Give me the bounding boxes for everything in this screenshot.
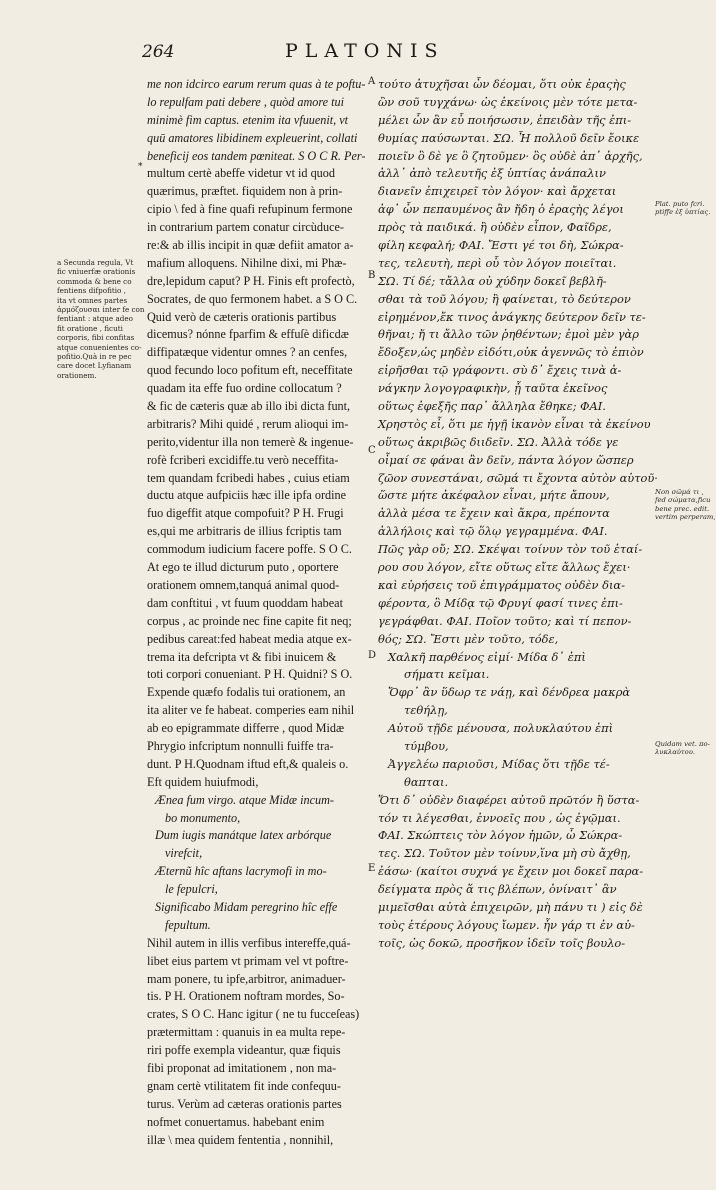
latin-text-line: me non idcirco earum rerum quas à te poftu- [147, 77, 366, 91]
right-note-plat [655, 200, 710, 217]
greek-poem-line: Ἀγγελέω παριοῦσι, Μίδας ὅτι τῇδε τέ- [388, 756, 610, 771]
latin-text-line: in contrarium partem conatur circùduce- [147, 220, 344, 235]
latin-text-line: Nihil autem in illis verfibus intereffe,quá- [147, 935, 351, 950]
latin-text-line: At ego te illud dicturum puto , oportere [147, 560, 339, 575]
right-note-non-soma [655, 488, 716, 522]
latin-text-line: minimè fim captus. etenim ita vfuuenit, vt [147, 112, 349, 127]
latin-text-line: es,qui me arbitraris de illius fcriptis tam [147, 524, 342, 539]
margin-note-line: corporis, fibi confitas [57, 333, 135, 343]
latin-text-line: fibi proponat ad imitationem , non ma- [147, 1060, 337, 1075]
latin-text-line: Quid verò de cæteris orationis partibus [147, 309, 337, 324]
greek-text-line: οὕτως ἀκριβῶς διιδεῖν. ΣΩ. Ἀλλὰ τόδε γε [378, 434, 619, 449]
latin-text-line: lo repulfam pati debere , quòd amore tui [147, 94, 345, 109]
latin-text-line: orationem omnem,tanquá animal quod- [147, 577, 340, 592]
greek-text-line: ἀλλὰ μέσα τε ἔχειν καὶ ἄκρα, πρέποντα [378, 506, 610, 521]
margin-note-line: pofitio.Quà in re pec [57, 352, 132, 362]
greek-text-line: εἰρῆσθαι τῷ γράφοντι. σὺ δ᾽ ἔχεις τινὰ ἀ- [378, 363, 622, 378]
latin-text-line: turus. Verùm ad cæteras orationis partes [147, 1096, 342, 1111]
greek-text-line: φέροντα, ὃ Μίδᾳ τῷ Φρυγί φασί τινες ἐπι- [378, 595, 623, 610]
latin-text-line: trema ita defcripta vt & fibi inuicem & [147, 649, 337, 664]
latin-poem-line: virefcit, [165, 846, 203, 861]
right-note-line: ptiffe ἐξ ὑπτίας. [655, 208, 711, 217]
latin-text-line: dicemus? nónne fparfim & effuſè dificdæ [147, 327, 349, 342]
latin-text-line: beneficij eos tandem pœniteat. S O C R. Per- [147, 148, 366, 163]
latin-column [147, 76, 366, 1149]
greek-text-line: οἶμαί σε φάναι ἂν δεῖν, πάντα λόγον ὥσπερ [378, 452, 634, 467]
latin-text-line: pedibus careat:fed habeat media atque ex- [147, 631, 352, 646]
greek-text-line: εἰρημένον,ἔκ τινος ἀνάγκης δεύτερον δεῖν τε- [378, 309, 646, 324]
latin-text-line: gnam certè vtilitatem fit inde confequu- [147, 1078, 341, 1093]
latin-text-line: illæ \ mea quidem fententia , nonnihil, [147, 1132, 334, 1147]
margin-note-line: ita vt omnes partes [57, 295, 128, 305]
greek-text-line: τόν τι λέγεσθαι, ἐννοεῖς που , ὡς ἐγῷμαι. [378, 810, 621, 825]
greek-text-line: ὥστε μήτε ἀκέφαλον εἶναι, μήτε ἄπουν, [378, 488, 610, 503]
latin-text-line: toti corpori conueniant. P H. Quidni? S O. [147, 667, 353, 682]
margin-note-line: fentiant : atque adeo [57, 314, 133, 324]
greek-text-line: τοὺς ἑτέρους λόγους ἴωμεν. ἦν γάρ τι ἐν αὐ- [378, 917, 635, 932]
running-title: PLATONIS [285, 40, 445, 62]
greek-text-line: μιμεῖσθαι αὐτὰ ἐπιχειρῶν, μὴ πάνυ τι ) εἰς δὲ [378, 899, 643, 914]
latin-text-line: quod fecundo loco pofitum eft, neceffitate [147, 363, 353, 378]
greek-text-line: ἔδοξεν,ὡς μηδὲν εἰδότι,οὐκ ἀγεννῶς τὸ ἐπιὸν [378, 345, 644, 360]
latin-text-line: quū amatores libidinem expleuerint, collati [147, 130, 358, 145]
latin-text-line: fuo digeffit atque compofuit? P H. Frugi [147, 506, 344, 521]
greek-poem-line: θαπται. [404, 774, 449, 789]
margin-note-line: fentiens difpofitio , [57, 286, 126, 296]
greek-text-line: ρου σου λόγον, εἴτε οὕτως εἴτε ἄλλως ἔχει· [378, 560, 631, 575]
latin-text-line: diffipatæque videntur omnes ? an cenfes, [147, 345, 348, 360]
column-letter-b: B [368, 270, 376, 281]
latin-text-line: tem quandam fcribedi habes , cuius etiam [147, 470, 350, 485]
column-letter-a: A [368, 76, 376, 87]
latin-poem-line: bo monumento, [165, 810, 241, 825]
page-number: 264 [142, 42, 175, 62]
greek-text-line: Πῶς γὰρ οὔ; ΣΩ. Σκέψαι τοίνυν τὸν τοῦ ἑταί- [378, 542, 643, 557]
latin-text-line: ab eo epigrammate differre , quod Midæ [147, 721, 345, 736]
margin-note-line: atque conuenientes co- [57, 342, 142, 352]
latin-text-line: mafium alloquens. Nihilne dixi, mi Phæ- [147, 255, 347, 270]
margin-note-line: orationem. [57, 370, 97, 380]
greek-poem-line: Αὐτοῦ τῇδε μένουσα, πολυκλαύτου ἐπὶ [388, 721, 614, 736]
greek-text-line: ἀλλήλοις καὶ τῷ ὅλῳ γεγραμμένα. ΦΑΙ. [378, 524, 608, 539]
greek-text-line: ἀλλ᾽ ἀπὸ τελευτῆς ἐξ ὑπτίας ἀνάπαλιν [378, 166, 606, 181]
margin-note-line: commoda & bene co [57, 276, 132, 286]
margin-star-mark: * [138, 162, 143, 172]
latin-text-line: perito,videntur illa non temerè & ingenue- [147, 434, 354, 449]
latin-text-line: ductu atque aufpiciis hæc ille ipfa ordine [147, 488, 346, 503]
right-note-line: bene prec. edit. [655, 504, 710, 513]
latin-text-line: corpus , ac proinde nec fine capite fit neq; [147, 613, 352, 628]
latin-text-line: cipio \ fed à fine quafi refupinum fermone [147, 202, 353, 217]
latin-text-line: rofè fcriberi excidiffe.tu verò neceffita- [147, 452, 339, 467]
latin-text-line: crates, S O C. Hanc igitur ( ne tu fucceſeas) [147, 1007, 360, 1022]
greek-text-line: οὕτως ἐφεξῆς παρ᾽ ἄλληλα ἔθηκε; ΦΑΙ. [378, 399, 606, 414]
margin-note-line: ἁρμόζουσαι inter fe con [57, 305, 145, 315]
greek-text-line: ἐάσω· (καίτοι συχνά γε ἔχειν μοι δοκεῖ παρα- [378, 864, 644, 879]
latin-text-line: riri poffe exempla videantur, quæ fiquis [147, 1043, 341, 1058]
greek-text-line: ὢν σοῦ τυγχάνω· ὡς ἐκείνοις μὲν τότε μετα- [378, 94, 638, 109]
greek-poem-line: τεθήλῃ, [404, 703, 448, 718]
greek-text-line: τούτο ἀτυχῆσαι ὧν δέομαι, ὅτι οὐκ ἐραςὴς [378, 77, 626, 91]
column-letter-c: C [368, 445, 376, 456]
greek-text-line: γεγράφθαι. ΦΑΙ. Ποῖον τοῦτο; καὶ τί πεπον- [378, 613, 632, 628]
latin-text-line: Phrygio infcriptum nonnulli fuiffe tra- [147, 738, 334, 753]
latin-text-line: quadam ita effe fuo ordine collocatum ? [147, 381, 342, 396]
greek-text-line: καὶ εὑρήσεις τοῦ ἐπιγράμματος οὐδὲν δια- [378, 577, 625, 592]
greek-poem-line: Ὄφρ᾽ ἂν ὕδωρ τε νάῃ, καὶ δένδρεα μακρὰ [388, 685, 631, 700]
greek-text-line: ζῶον συνεστάναι, σῶμά τι ἔχοντα αὐτὸν αὑτοῦ· [378, 470, 658, 485]
greek-text-line: πρὸς τὰ παιδικά. ἢ οὐδὲν εἶπον, Φαῖδρε, [378, 220, 612, 235]
greek-text-line: ΦΑΙ. Σκώπτεις τὸν λόγον ἡμῶν, ὦ Σώκρα- [378, 828, 623, 843]
latin-text-line: dam conftitui , vt fuum quoddam habeat [147, 595, 343, 610]
margin-note-line: fit oratione , ficuti [57, 323, 123, 333]
latin-text-line: Expende quæfo fodalis tui orationem, an [147, 685, 346, 700]
latin-poem-line: le fepulcri, [165, 882, 218, 897]
greek-text-line: θυμίας παύσωνται. ΣΩ. Ἦ πολλοῦ δεῖν ἔοικε [378, 130, 640, 145]
latin-text-line: tis. P H. Orationem noftram mordes, So- [147, 989, 345, 1004]
right-note-line: fed σώματα,ficu [655, 496, 711, 505]
right-note-line: Non σῶμά τι , [655, 488, 704, 496]
margin-note-line: care docet Lyfianam [57, 361, 132, 371]
right-note-line: Quidam vet. πο- [655, 740, 710, 748]
latin-poem-line: fepultum. [165, 917, 211, 932]
greek-poem-line: Χαλκῆ παρθένος εἰμί· Μίδα δ᾽ ἐπὶ [388, 649, 586, 664]
greek-text-line: τοῖς, ὡς δοκῶ, προσῆκον ἰδεῖν τοῖς βουλο- [378, 935, 626, 950]
greek-poem-line: τύμβου, [404, 738, 449, 753]
greek-text-line: Ὅτι δ᾽ οὐδὲν διαφέρει αὐτοῦ πρῶτόν ἢ ὕστα- [378, 792, 640, 807]
latin-text-line: re:& ab illis incipit in quæ defiit amator a- [147, 238, 354, 253]
latin-text-line: libet eius partem vt primam vel vt poftre- [147, 953, 349, 968]
right-note-quidam [655, 740, 710, 757]
latin-text-line: commodum iudicium facere poffe. S O C. [147, 542, 352, 557]
greek-text-line: νάγκην λογογραφικὴν, ᾗ ταῦτα ἐκεῖνος [378, 381, 608, 396]
latin-text-line: arbitraris? Mihi quidé , rerum alioqui im- [147, 416, 349, 431]
latin-text-line: mam ponere, tu ipfe,arbitror, animaduer- [147, 971, 346, 986]
latin-text-line: dre,lepidum caput? P H. Finis eft profectò, [147, 273, 355, 288]
greek-text-line: μέλει ὧν ἂν εὖ ποιήσωσιν, ἐπειδὰν τῆς ἐπι- [378, 112, 632, 127]
greek-column [378, 76, 658, 953]
latin-text-line: Eft quidem huiufmodi, [147, 774, 259, 789]
latin-poem-line: Significabo Midam peregrino hîc effe [155, 899, 338, 914]
greek-text-line: τες. ΣΩ. Τοῦτον μὲν τοίνυν,ἵνα μὴ σὺ ἄχθῃ, [378, 846, 631, 861]
column-letter-d: D [368, 650, 377, 661]
greek-text-line: θῆναι; ἤ τι ἄλλο τῶν ῥηθέντων; ἐμοὶ μὲν γὰρ [378, 327, 639, 342]
greek-text-line: θός; ΣΩ. Ἔστι μὲν τοῦτο, τόδε, [378, 631, 559, 646]
right-note-line: Plat. puto fcri. [655, 200, 705, 208]
right-note-line: λυκλαύτου. [655, 748, 696, 757]
latin-text-line: multum certè abeffe videtur vt id quod [147, 166, 335, 181]
latin-text-line: Socrates, de quo fermonem habet. a S O C. [147, 291, 358, 306]
greek-poem-line: σήματι κεῖμαι. [404, 667, 490, 682]
latin-poem-line: Æternũ hîc aftans lacrymofi in mo- [155, 864, 327, 879]
left-margin-note [57, 258, 147, 380]
greek-text-line: φίλη κεφαλή; ΦΑΙ. Ἔστι γέ τοι δὴ, Σώκρα- [378, 238, 624, 253]
latin-text-line: prætermittam : quanuis in ea multa repe- [147, 1025, 346, 1040]
column-letter-e: E [368, 863, 376, 874]
latin-poem-line: Ænea fum virgo. atque Midæ incum- [155, 792, 334, 807]
margin-note-line: a Secunda regula, Vt [57, 258, 134, 267]
latin-text-line: quærimus, præftet. fiquidem non à prin- [147, 184, 343, 199]
greek-text-line: ἀφ᾽ ὧν πεπαυμένος ἂν ἤδη ὁ ἐραςὴς λέγοι [378, 202, 624, 217]
greek-text-line: σθαι τὰ τοῦ λόγου; ἢ φαίνεται, τὸ δεύτερον [378, 291, 631, 306]
right-note-line: vertim perperam, [655, 513, 716, 522]
latin-text-line: dunt. P H.Quodnam iftud eft,& qualeis o. [147, 756, 349, 771]
latin-text-line: nofmet conuertamus. habebant enim [147, 1114, 325, 1129]
latin-poem-line: Dum iugis manátque latex arbórque [155, 828, 332, 843]
greek-text-line: διανεῖν ἐπιχειρεῖ τὸν λόγον· καὶ ἄρχεται [378, 184, 617, 199]
greek-text-line: ποιεῖν ὃ δὲ γε ὃ ζητοῦμεν· ὃς οὐδὲ ἀπ᾽ ἀρχῆς, [378, 148, 643, 163]
greek-text-line: τες, τελευτὴ, περὶ οὗ τὸν λόγον ποιεῖται. [378, 255, 617, 270]
greek-text-line: ΣΩ. Τί δέ; τἄλλα οὐ χύδην δοκεῖ βεβλῆ- [378, 273, 607, 288]
greek-text-line: δείγματα πρὸς ἅ τις βλέπων, ὀνίναιτ᾽ ἂν [378, 882, 617, 897]
latin-text-line: ita aliter ve fe habeat. comperies eam nihil [147, 703, 355, 718]
latin-text-line: & fic de cæteris quæ ab illo ibi dicta funt, [147, 399, 351, 414]
greek-text-line: Χρηστὸς εἶ, ὅτι με ἡγῇ ἱκανὸν εἶναι τὰ ἐκείνου [378, 416, 651, 431]
margin-note-line: fic vniuerfæ orationis [57, 267, 136, 277]
